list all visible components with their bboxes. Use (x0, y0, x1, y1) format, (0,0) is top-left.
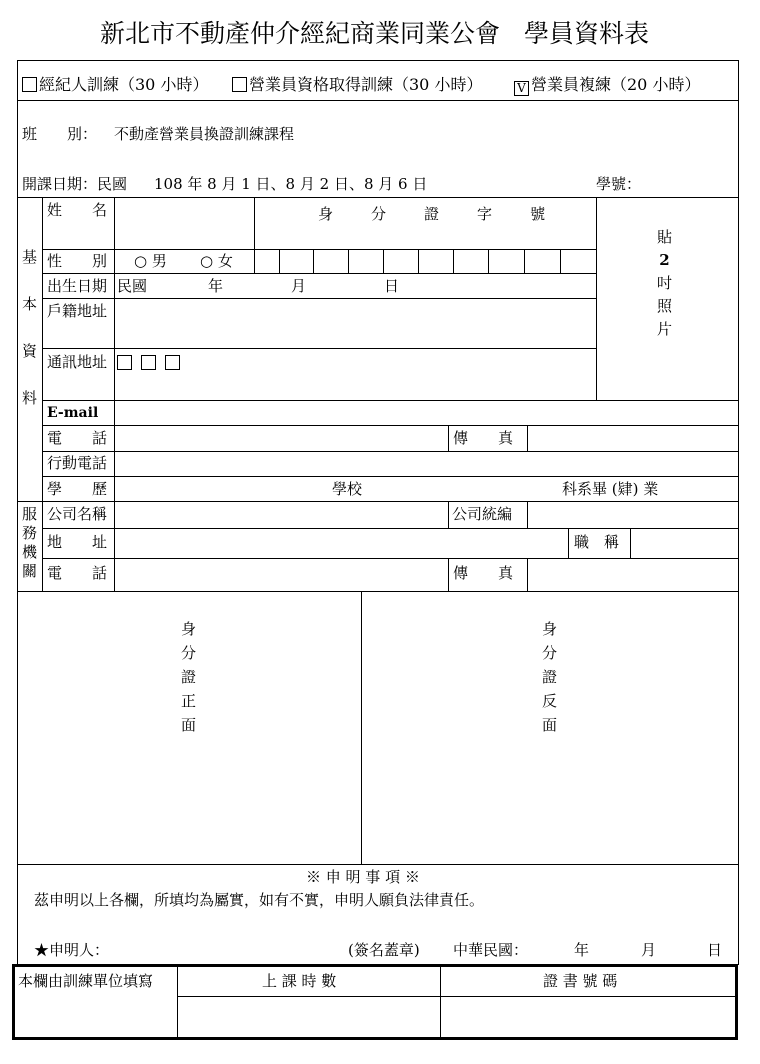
declaration-year: 年 (574, 941, 590, 959)
course-label: 經紀人訓練（30 小時） (39, 75, 209, 94)
id-card-front-area[interactable]: 身 分 證 正 面 (181, 620, 197, 734)
company-fax-label: 傳 真 (453, 564, 514, 582)
id-number-label: 身 分 證 字 號 (318, 205, 546, 223)
certificate-no-header: 證 書 號 碼 (543, 972, 618, 990)
basic-section-label: 基 本 資 料 (22, 248, 38, 407)
birth-label: 出生日期 (47, 277, 108, 295)
course-option-salesperson[interactable] (232, 77, 482, 93)
company-phone-label: 電 話 (47, 564, 108, 582)
birth-day: 日 (384, 277, 400, 295)
household-address-label: 戶籍地址 (47, 302, 108, 320)
school-label: 學校 (332, 480, 363, 498)
declaration-text: 茲申明以上各欄，所填均為屬實，如有不實，申明人願負法律責任。 (34, 891, 485, 909)
course-option-renewal[interactable] (514, 77, 700, 96)
form-title: 學員資料表 (524, 19, 650, 48)
course-checkbox[interactable] (22, 77, 37, 92)
course-label: 營業員複練（20 小時） (531, 75, 701, 94)
course-checkbox-checked[interactable]: V (514, 81, 529, 96)
mobile-label: 行動電話 (47, 454, 108, 472)
birth-year: 年 (208, 277, 224, 295)
gender-male-option[interactable]: ○ 男 (134, 252, 167, 270)
start-date-label: 開課日期：民國 (22, 175, 128, 193)
form-org-title: 新北市不動產仲介經紀商業同業公會 (100, 19, 501, 48)
gender-female-option[interactable]: ○ 女 (200, 252, 233, 270)
gender-label: 性 別 (47, 252, 108, 270)
class-value: 不動產營業員換證訓練課程 (114, 125, 295, 143)
mailing-address-label: 通訊地址 (47, 353, 108, 371)
photo-area[interactable]: 貼 2 吋 照 片 (657, 228, 673, 338)
education-label: 學 歷 (47, 480, 108, 498)
class-hours-header: 上 課 時 數 (262, 972, 337, 990)
company-tax-id-label: 公司統編 (452, 505, 513, 523)
name-label: 姓 名 (47, 201, 108, 219)
course-option-broker[interactable] (22, 77, 208, 93)
declarant-label: ★申明人： (34, 941, 110, 959)
class-label: 班 別： (22, 125, 98, 143)
email-label: E-mail (47, 405, 99, 421)
office-use-label: 本欄由訓練單位填寫 (18, 972, 154, 990)
department-label: 科系畢 (肄) 業 (562, 480, 659, 498)
fax-label: 傳 真 (453, 429, 514, 447)
declaration-heading: ※ 申 明 事 項 ※ (306, 868, 420, 886)
declaration-day: 日 (707, 941, 723, 959)
course-checkbox[interactable] (232, 77, 247, 92)
signature-label: (簽名蓋章) (348, 941, 420, 959)
declaration-date-label: 中華民國： (453, 941, 529, 959)
start-date-value: 108 年 8 月 1 日、8 月 2 日、8 月 6 日 (154, 175, 428, 193)
course-label: 營業員資格取得訓練（30 小時） (249, 75, 483, 94)
birth-month: 月 (291, 277, 307, 295)
name-field[interactable] (115, 198, 253, 248)
postal-code-boxes[interactable] (117, 354, 189, 373)
job-title-label: 職 稱 (574, 533, 620, 551)
main-form-frame (17, 60, 739, 965)
declaration-month: 月 (641, 941, 657, 959)
employer-section-label: 服 務 機 關 (22, 505, 38, 580)
company-address-label: 地 址 (47, 533, 108, 551)
id-card-back-area[interactable]: 身 分 證 反 面 (542, 620, 558, 734)
company-name-label: 公司名稱 (47, 505, 108, 523)
phone-label: 電 話 (47, 429, 108, 447)
student-no-label: 學號： (596, 175, 642, 193)
household-address-field[interactable] (115, 299, 595, 347)
birth-era: 民國 (117, 277, 148, 295)
